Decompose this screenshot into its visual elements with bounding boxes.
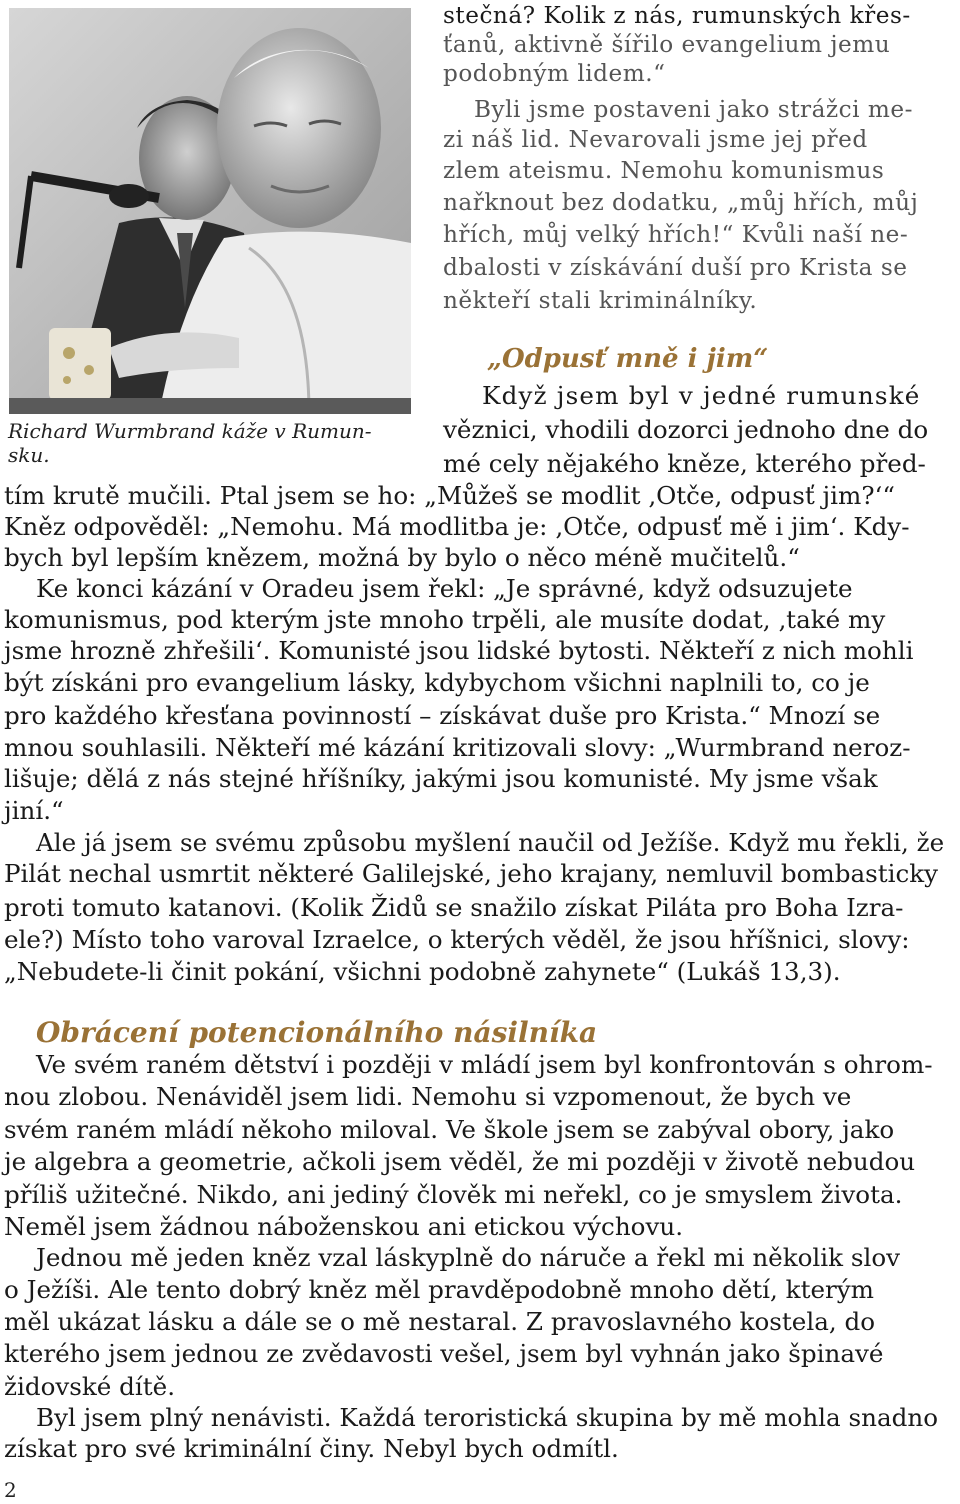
text-line: ťanů, aktivně šířilo evangelium jemu bbox=[443, 31, 891, 58]
text-line: pro každého křesťana povinností – získávat duše pro Krista.“ Mnozí se bbox=[4, 701, 881, 730]
photo-caption: sku. bbox=[8, 443, 50, 467]
text-line: věznici, vhodili dozorci jednoho dne do bbox=[443, 415, 929, 444]
text-line: zi náš lid. Nevarovali jsme jej před bbox=[443, 126, 868, 153]
text-line: tím krutě mučili. Ptal jsem se ho: „Můžeš se modlit ‚Otče, odpusť jim?‘“ bbox=[4, 481, 895, 510]
text-line: Ale já jsem se svému způsobu myšlení naučil od Ježíše. Když mu řekli, že bbox=[36, 828, 945, 857]
text-line: nařknout bez dodatku, „můj hřích, můj bbox=[443, 189, 919, 216]
text-line: Když jsem byl v jedné rumunské bbox=[482, 381, 921, 410]
text-line: proti tomuto katanovi. (Kolik Židů se snažilo získat Piláta pro Boha Izra- bbox=[4, 893, 904, 922]
text-line: komunismus, pod kterým jste mnoho trpěli, ale musíte dodat, ‚také my bbox=[4, 605, 886, 634]
text-line: o Ježíši. Ale tento dobrý kněz měl pravděpodobně mnoho dětí, kterým bbox=[4, 1275, 874, 1304]
text-line: lišuje; dělá z nás stejné hříšníky, jakými jsou komunisté. My jsme však bbox=[4, 764, 878, 793]
section-heading: Obrácení potencionálního násilníka bbox=[36, 1016, 598, 1049]
text-line: ele?) Místo toho varoval Izraelce, o kterých věděl, že jsou hříšnici, slovy: bbox=[4, 925, 910, 954]
text-line: bych byl lepším knězem, možná by bylo o něco méně mučitelů.“ bbox=[4, 543, 800, 572]
text-line: mnou souhlasili. Někteří mé kázání kritizovali slovy: „Wurmbrand neroz- bbox=[4, 733, 911, 762]
photo-wurmbrand-preaching bbox=[9, 8, 411, 414]
text-line: Ve svém raném dětství i později v mládí jsem byl konfrontován s ohrom- bbox=[36, 1050, 933, 1079]
text-line: dbalosti v získávání duší pro Krista se bbox=[443, 254, 908, 281]
text-line: Jednou mě jeden kněz vzal láskyplně do náruče a řekl mi několik slov bbox=[36, 1243, 901, 1272]
page-number: 2 bbox=[4, 1478, 17, 1502]
photo-caption: Richard Wurmbrand káže v Rumun- bbox=[8, 419, 372, 443]
text-line: je algebra a geometrie, ačkoli jsem věděl, že mi později v životě nebudou bbox=[4, 1147, 916, 1176]
text-line: židovské dítě. bbox=[4, 1372, 176, 1401]
text-line: „Nebudete-li činit pokání, všichni podobně zahynete“ (Lukáš 13,3). bbox=[4, 957, 841, 986]
text-line: Ke konci kázání v Oradeu jsem řekl: „Je správné, když odsuzujete bbox=[36, 574, 853, 603]
text-line: jsme hrozně zhřešili‘. Komunisté jsou lidské bytosti. Někteří z nich mohli bbox=[4, 636, 914, 665]
text-line: být získáni pro evangelium lásky, kdybychom všichni naplnili to, co je bbox=[4, 668, 870, 697]
text-line: podobným lidem.“ bbox=[443, 60, 666, 87]
text-line: jiní.“ bbox=[4, 796, 64, 825]
text-line: svém raném mládí někoho miloval. Ve škole jsem se zabýval obory, jako bbox=[4, 1115, 895, 1144]
text-line: příliš užitečné. Nikdo, ani jediný člověk mi neřekl, co je smyslem života. bbox=[4, 1180, 903, 1209]
text-line: kterého jsem jednou ze zvědavosti vešel, jsem byl vyhnán jako špinavé bbox=[4, 1339, 884, 1368]
text-line: mé cely nějakého kněze, kterého před- bbox=[443, 449, 926, 478]
text-line: hřích, můj velký hřích!“ Kvůli naší ne- bbox=[443, 221, 909, 248]
text-line: Neměl jsem žádnou náboženskou ani etickou výchovu. bbox=[4, 1212, 684, 1241]
photo-image bbox=[9, 8, 411, 414]
text-line: měl ukázat lásku a dále se o mě nestaral. Z pravoslavného kostela, do bbox=[4, 1307, 876, 1336]
section-subheading: „Odpusť mně i jim“ bbox=[487, 344, 769, 374]
text-line: zlem ateismu. Nemohu komunismus bbox=[443, 157, 885, 184]
text-line: Byli jsme postaveni jako strážci me- bbox=[474, 96, 913, 123]
text-line: stečná? Kolik z nás, rumunských křes- bbox=[443, 2, 911, 29]
text-line: Kněz odpověděl: „Nemohu. Má modlitba je: ‚Otče, odpusť mě i jim‘. Kdy- bbox=[4, 512, 910, 541]
text-line: někteří stali kriminálníky. bbox=[443, 287, 758, 314]
text-line: získat pro své kriminální činy. Nebyl bych odmítl. bbox=[4, 1434, 619, 1463]
text-line: Pilát nechal usmrtit některé Galilejské, jeho krajany, nemluvil bombasticky bbox=[4, 859, 939, 888]
text-line: nou zlobou. Nenáviděl jsem lidi. Nemohu si vzpomenout, že bych ve bbox=[4, 1082, 852, 1111]
text-line: Byl jsem plný nenávisti. Každá teroristická skupina by mě mohla snadno bbox=[36, 1403, 939, 1432]
